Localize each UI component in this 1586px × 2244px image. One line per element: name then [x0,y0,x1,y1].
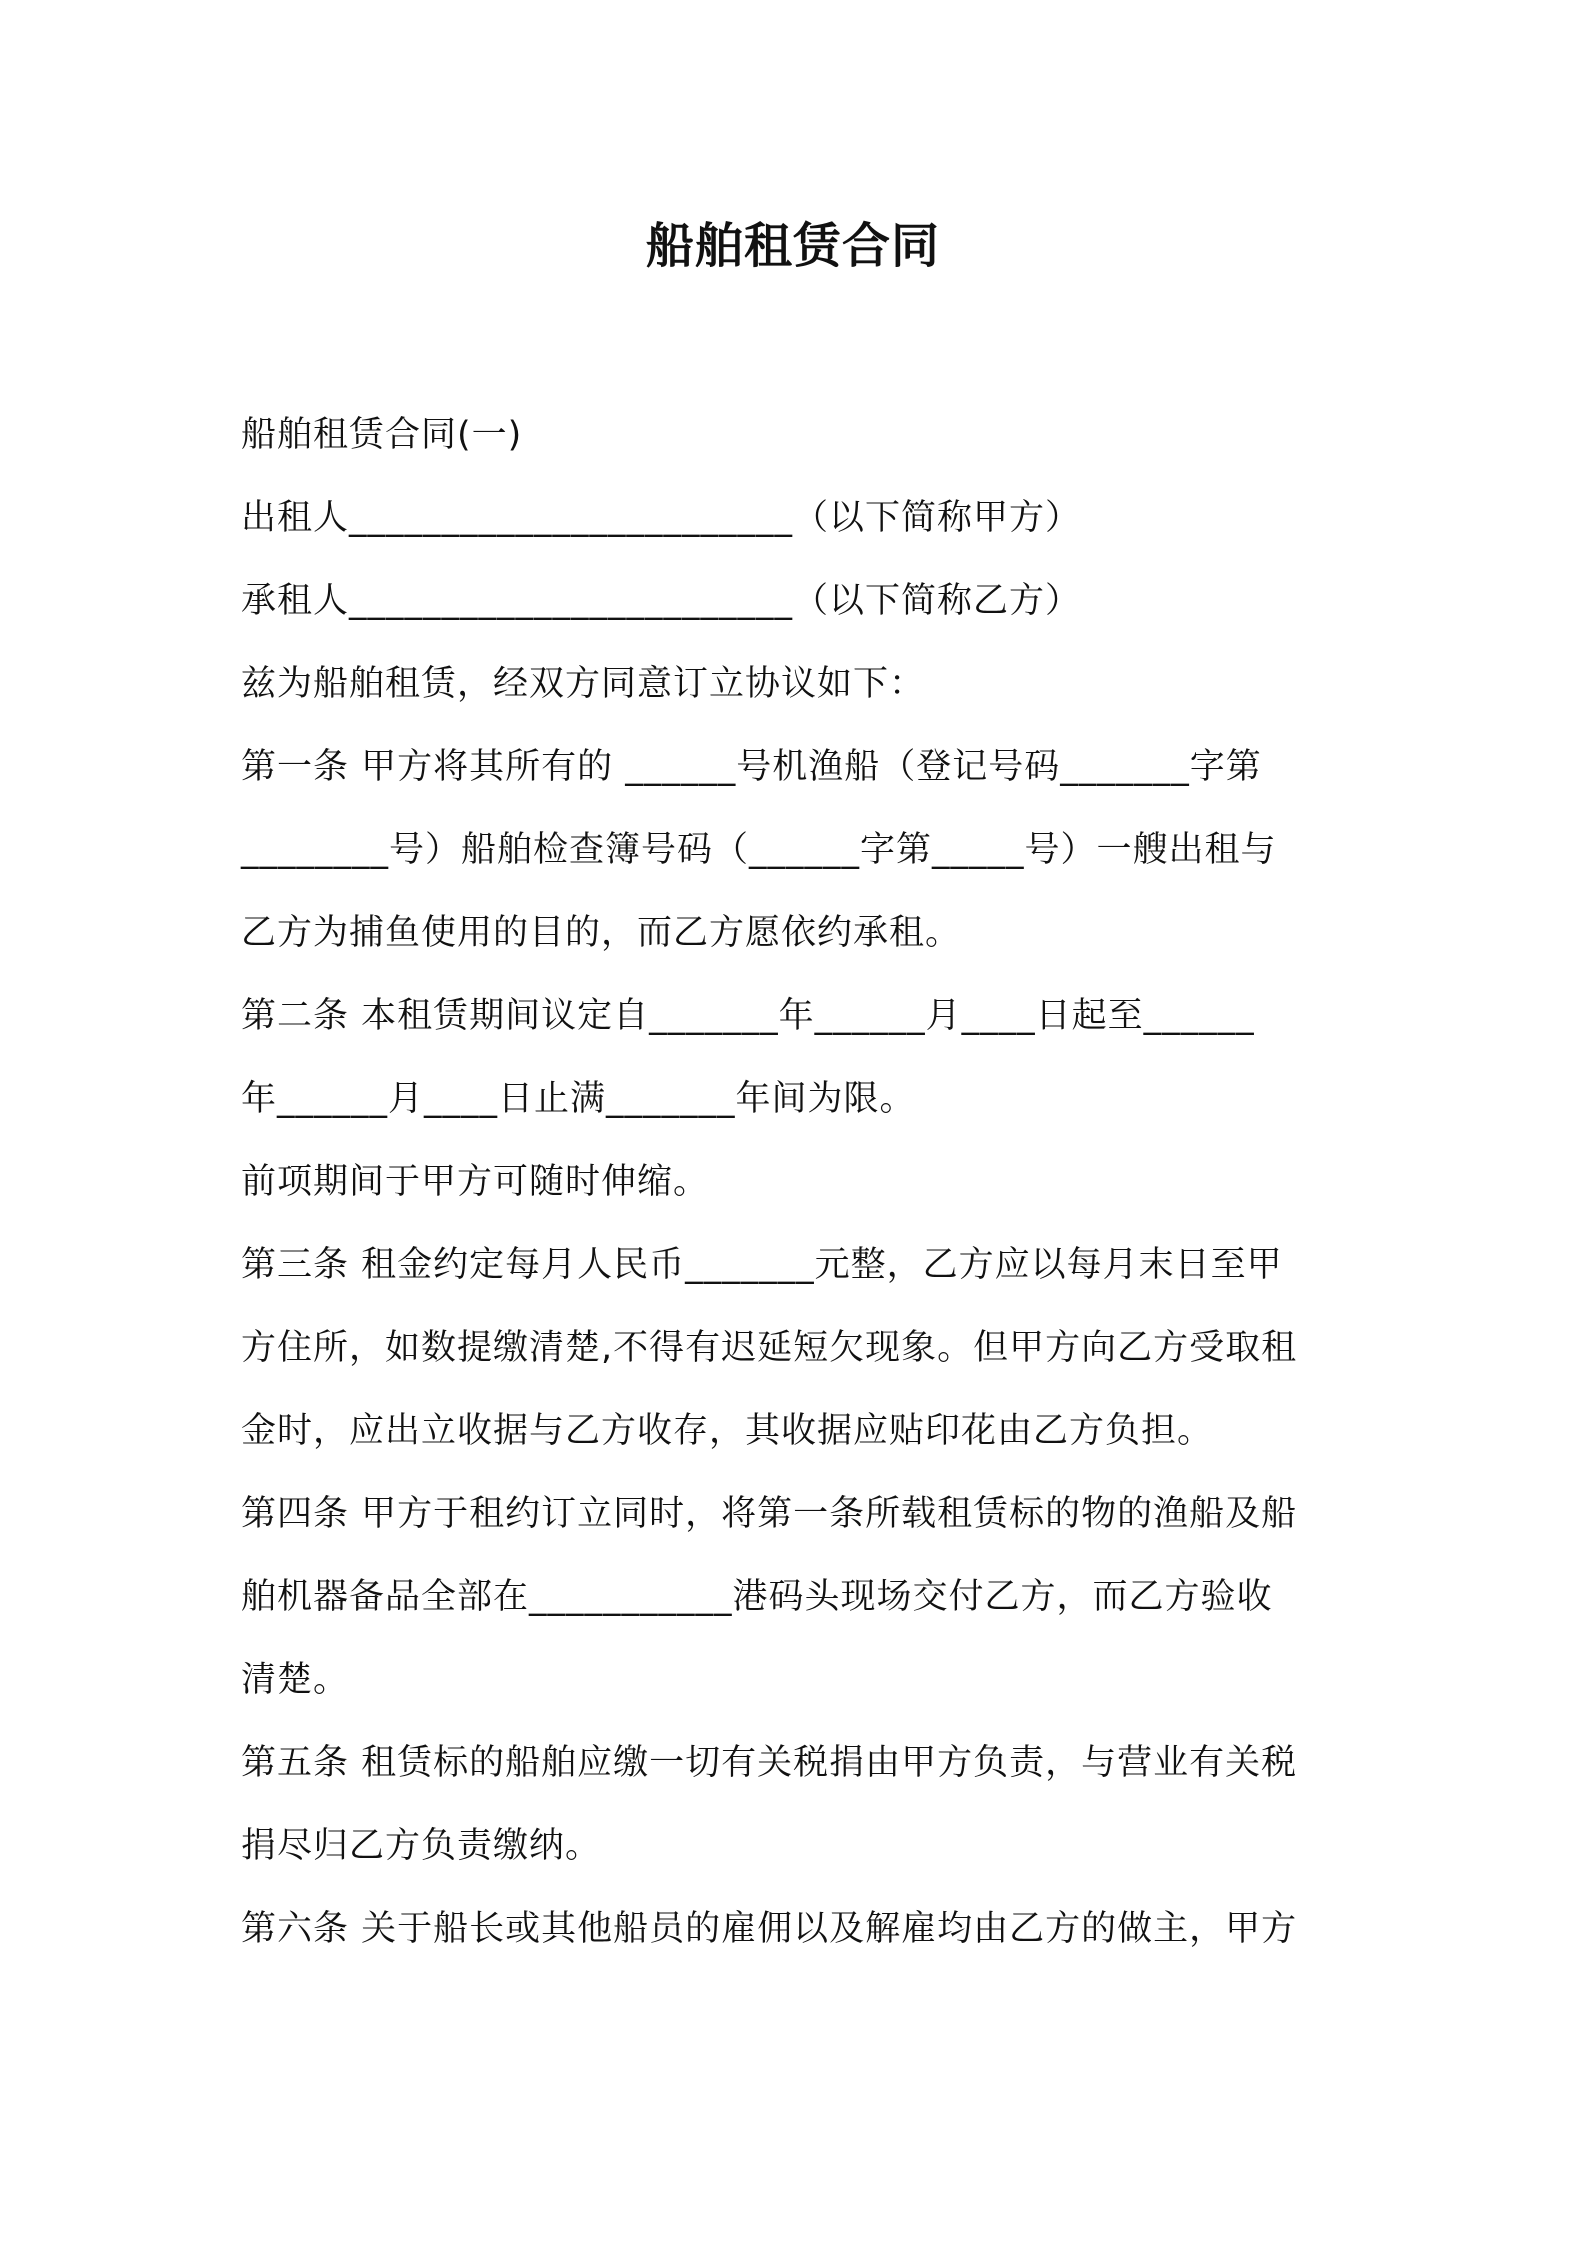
article-4-line-3: 清楚。 [241,1660,350,1700]
article-2-line-2: 年______月____日止满_______年间为限。 [241,1079,916,1119]
article-3-line-3: 金时，应出立收据与乙方收存，其收据应贴印花由乙方负担。 [241,1411,1214,1451]
section-heading: 船舶租赁合同(一) [241,415,523,455]
article-2-note: 前项期间于甲方可随时伸缩。 [241,1162,710,1202]
article-1-line-3: 乙方为捕鱼使用的目的，而乙方愿依约承租。 [241,913,962,953]
preamble-line: 兹为船舶租赁，经双方同意订立协议如下： [241,664,926,704]
lessee-line: 承租人________________________（以下简称乙方） [241,581,1082,621]
article-6-line-1: 第六条 关于船长或其他船员的雇佣以及解雇均由乙方的做主，甲方 [241,1909,1298,1949]
article-3-line-1: 第三条 租金约定每月人民币_______元整，乙方应以每月末日至甲 [241,1245,1283,1285]
article-1-line-1: 第一条 甲方将其所有的 ______号机渔船（登记号码_______字第 [241,747,1262,787]
article-2-line-1: 第二条 本租赁期间议定自_______年______月____日起至______ [241,996,1255,1036]
article-3-line-2: 方住所，如数提缴清楚,不得有迟延短欠现象。但甲方向乙方受取租 [241,1328,1298,1368]
lessor-line: 出租人________________________（以下简称甲方） [241,498,1082,538]
document-title: 船舶租赁合同 [645,218,940,274]
article-5-line-2: 捐尽归乙方负责缴纳。 [241,1826,602,1866]
article-4-line-2: 舶机器备品全部在___________港码头现场交付乙方，而乙方验收 [241,1577,1273,1617]
article-5-line-1: 第五条 租赁标的船舶应缴一切有关税捐由甲方负责，与营业有关税 [241,1743,1298,1783]
article-1-line-2: ________号）船舶检查簿号码（______字第_____号）一艘出租与 [241,830,1277,870]
article-4-line-1: 第四条 甲方于租约订立同时，将第一条所载租赁标的物的渔船及船 [241,1494,1298,1534]
